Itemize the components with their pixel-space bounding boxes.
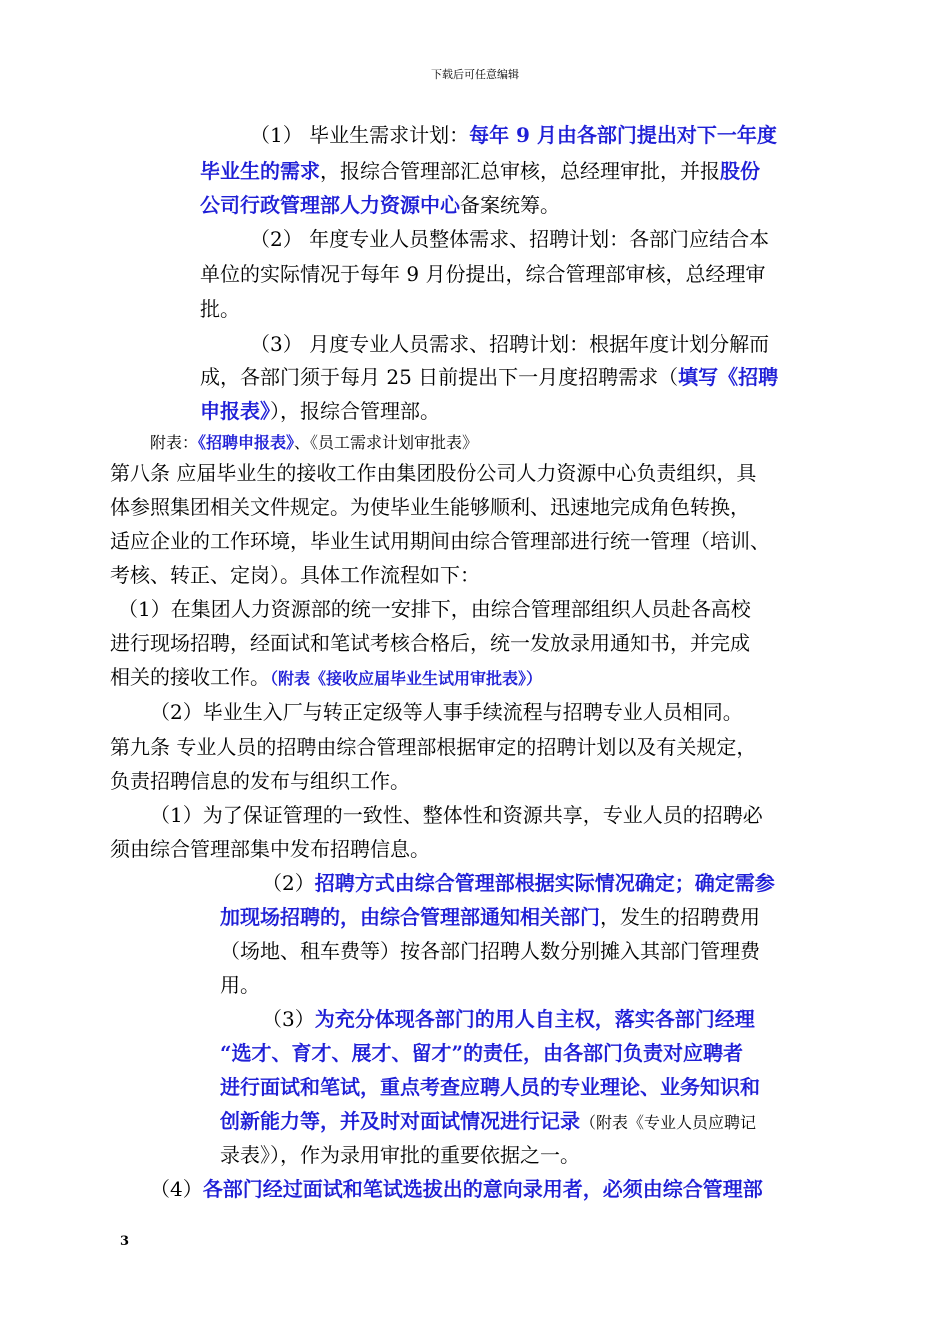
page-header: 下载后可任意编辑 [431, 68, 519, 81]
art9-step3-highlight-1: 为充分体现各部门的用人自主权，落实各部门经理 [314, 1007, 755, 1031]
attachment-link-2: 、《员工需求计划审批表》 [294, 433, 479, 452]
art9-step2-label: （2） [262, 871, 315, 895]
attachment-link-1: 《招聘申报表》 [198, 433, 295, 452]
p2-line-2: 单位的实际情况于每年 9 月份提出，综合管理部审核，总经理审 [200, 262, 766, 286]
art8-line-2: 体参照集团相关文件规定。为使毕业生能够顺利、迅速地完成角色转换， [110, 495, 750, 519]
art9-step3-line-1 [262, 1002, 755, 1036]
art9-step2-line-2 [220, 900, 760, 934]
p1-text-end: 备案统筹。 [460, 193, 560, 217]
art8-step2: （2）毕业生入厂与转正定级等人事手续流程与招聘专业人员相同。 [150, 700, 743, 724]
art8-line-1: 第八条 应届毕业生的接收工作由集团股份公司人力资源中心负责组织，具 [110, 461, 757, 485]
p1-highlight-4: 公司行政管理部人力资源中心 [200, 193, 460, 217]
p3-line-2 [200, 360, 778, 394]
art9-step2-line-1 [262, 866, 775, 900]
art8-line-4: 考核、转正、定岗）。具体工作流程如下： [110, 563, 480, 587]
p1-label: （1） 毕业生需求计划： [250, 123, 470, 147]
art8-line-3: 适应企业的工作环境，毕业生试用期间由综合管理部进行统一管理（培训、 [110, 529, 770, 553]
p1-highlight-2: 毕业生的需求 [200, 159, 320, 183]
art9-step3-label: （3） [262, 1007, 315, 1031]
page-number: 3 [120, 1234, 130, 1249]
p3-line-1: （3） 月度专业人员需求、招聘计划：根据年度计划分解而 [250, 332, 770, 356]
art9-step3-line-5: 录表》），作为录用审批的重要依据之一。 [220, 1143, 580, 1167]
art9-step2-line-4: 用。 [220, 973, 260, 997]
art9-step3-line-4 [220, 1104, 756, 1140]
p1-line-2 [200, 154, 760, 188]
p2-line-3: 批。 [200, 297, 240, 321]
p3-highlight-2: 申报表》 [200, 399, 270, 423]
art9-step3-line-2: “选才、育才、展才、留才”的责任，由各部门负责对应聘者 [220, 1041, 744, 1065]
art9-step2-text: ，发生的招聘费用 [600, 905, 760, 929]
art9-step1-line-1: （1）为了保证管理的一致性、整体性和资源共享，专业人员的招聘必 [150, 803, 763, 827]
art8-step1-line-3 [110, 660, 542, 696]
art9-line-1: 第九条 专业人员的招聘由综合管理部根据审定的招聘计划以及有关规定， [110, 735, 757, 759]
attachments-label: 附表： [150, 433, 199, 452]
p1-highlight-1: 每年 9 月由各部门提出对下一年度 [469, 123, 777, 147]
attachments-line [150, 426, 478, 460]
p1-line-3 [200, 188, 560, 222]
art9-step4-highlight: 各部门经过面试和笔试选拔出的意向录用者，必须由综合管理部 [202, 1177, 763, 1201]
p3-highlight-1: 填写《招聘 [678, 365, 779, 389]
art9-step4-line-1 [150, 1172, 763, 1206]
art9-step2-highlight-1: 招聘方式由综合管理部根据实际情况确定；确定需参 [314, 871, 775, 895]
p3-text: 成，各部门须于每月 25 日前提出下一月度招聘需求（ [200, 365, 679, 389]
art8-step1-line-2: 进行现场招聘，经面试和笔试考核合格后，统一发放录用通知书，并完成 [110, 631, 750, 655]
art9-step1-line-2: 须由综合管理部集中发布招聘信息。 [110, 837, 430, 861]
art9-step3-attachment: （附表《专业人员应聘记 [580, 1113, 757, 1132]
art8-attachment-note: （附表《接收应届毕业生试用审批表》） [270, 669, 543, 688]
p3-line-3 [200, 394, 440, 428]
art9-step2-highlight-2: 加现场招聘的，由综合管理部通知相关部门 [220, 905, 600, 929]
art9-step4-label: （4） [150, 1177, 203, 1201]
p3-text-end: ），报综合管理部。 [270, 399, 440, 423]
art9-line-2: 负责招聘信息的发布与组织工作。 [110, 769, 410, 793]
p1-highlight-3: 股份 [720, 159, 760, 183]
p2-line-1: （2） 年度专业人员整体需求、招聘计划：各部门应结合本 [250, 227, 770, 251]
art8-step1-text: 相关的接收工作。 [110, 665, 270, 689]
art9-step3-highlight-2: 创新能力等，并及时对面试情况进行记录 [220, 1109, 580, 1133]
art8-step1-line-1: （1）在集团人力资源部的统一安排下，由综合管理部组织人员赴各高校 [118, 597, 751, 621]
p1-line-1 [250, 118, 777, 152]
p1-text: ，报综合管理部汇总审核，总经理审批，并报 [320, 159, 720, 183]
art9-step3-line-3: 进行面试和笔试，重点考查应聘人员的专业理论、业务知识和 [220, 1075, 760, 1099]
art9-step2-line-3: （场地、租车费等）按各部门招聘人数分别摊入其部门管理费 [220, 939, 760, 963]
